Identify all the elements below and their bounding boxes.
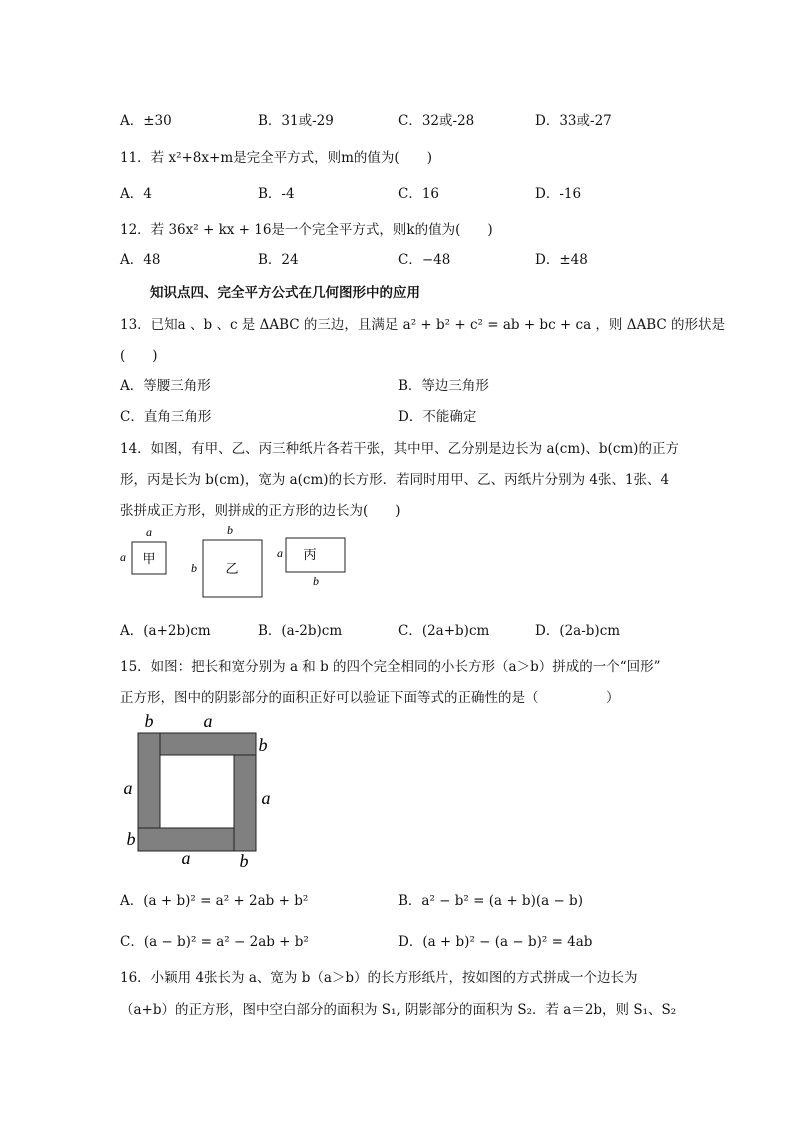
q14-option-a: A．(a+2b)cm	[120, 623, 211, 639]
label-b-bottom-right: b	[239, 851, 249, 871]
q14-option-b: B．(a-2b)cm	[258, 623, 343, 639]
q12-option-a: A．48	[120, 252, 161, 268]
jia-label: 甲	[142, 551, 156, 566]
q15-option-a: A．(a + b)² = a² + 2ab + b²	[120, 893, 309, 909]
q14-stem-line2: 形，丙是长为 b(cm)，宽为 a(cm)的长方形．若同时用甲、乙、丙纸片分别为 4张、1张、4	[120, 472, 670, 488]
q13-option-b: B．等边三角形	[398, 378, 489, 394]
label-a-left: a	[123, 778, 133, 798]
q11-option-a: A．4	[120, 186, 152, 202]
q13-option-a: A．等腰三角形	[120, 378, 211, 394]
q13-stem-continued: ( )	[120, 348, 158, 364]
q11-option-d: D．-16	[535, 186, 582, 202]
q15-stem-line1: 15．如图：把长和宽分别为 a 和 b 的四个完全相同的小长方形（a＞b）拼成的一个“回形”	[120, 659, 661, 675]
q12-stem: 12．若 36x² + kx + 16是一个完全平方式，则k的值为( )	[120, 222, 493, 238]
q14-stem-line3: 张拼成正方形，则拼成的正方形的边长为( )	[120, 503, 401, 519]
label-a-top: a	[203, 711, 213, 731]
q16-stem-line1: 16．小颖用 4张长为 a、宽为 b（a＞b）的长方形纸片，按如图的方式拼成一个边长为	[120, 970, 638, 986]
q15-option-c: C．(a − b)² = a² − 2ab + b²	[120, 934, 309, 950]
label-a-right: a	[261, 788, 271, 808]
q15-option-d: D．(a + b)² − (a − b)² = 4ab	[398, 934, 593, 950]
bing-label: 丙	[303, 547, 317, 562]
label-b-top-left: b	[144, 711, 154, 731]
top-rect	[160, 733, 256, 755]
q10-option-c: C．32或-28	[398, 113, 475, 129]
q14-option-d: D．(2a-b)cm	[535, 623, 621, 639]
left-rect	[138, 733, 160, 828]
label-a-bottom: a	[181, 848, 191, 868]
q14-stem-line1: 14．如图，有甲、乙、丙三种纸片各若干张，其中甲、乙分别是边长为 a(cm)、b(cm)的正方	[120, 441, 679, 457]
q11-stem: 11．若 x²+8x+m是完全平方式，则m的值为( )	[120, 150, 432, 166]
q13-option-c: C．直角三角形	[120, 409, 212, 425]
jia-left-label: a	[120, 550, 126, 564]
bing-left-label: a	[277, 546, 283, 560]
jia-top-label: a	[146, 525, 152, 539]
q14-figure	[110, 520, 370, 608]
yi-top-label: b	[227, 523, 233, 537]
label-b-left-bottom: b	[126, 829, 136, 849]
q16-stem-line2: （a+b）的正方形，图中空白部分的面积为 S₁, 阴影部分的面积为 S₂．若 a＝2b，则 S₁、S₂	[120, 1002, 677, 1018]
q12-option-b: B．24	[258, 252, 299, 268]
section-title: 知识点四、完全平方公式在几何图形中的应用	[150, 285, 420, 301]
q12-option-c: C．−48	[398, 252, 451, 268]
q10-option-a: A．±30	[120, 113, 172, 129]
label-b-right-top: b	[258, 735, 268, 755]
yi-label: 乙	[225, 561, 239, 576]
q11-option-b: B．-4	[258, 186, 295, 202]
yi-left-label: b	[191, 561, 197, 575]
q10-option-b: B．31或-29	[258, 113, 334, 129]
q13-option-d: D．不能确定	[398, 409, 477, 425]
q12-option-d: D．±48	[535, 252, 588, 268]
q15-figure	[115, 710, 285, 875]
q10-option-d: D．33或-27	[535, 113, 612, 129]
inner-square	[160, 755, 234, 828]
q15-stem-line2: 正方形，图中的阴影部分的面积正好可以验证下面等式的正确性的是（ ）	[120, 690, 620, 706]
right-rect	[234, 755, 256, 851]
q14-option-c: C．(2a+b)cm	[398, 623, 490, 639]
q11-option-c: C．16	[398, 186, 440, 202]
bing-bottom-label: b	[313, 574, 319, 588]
q15-option-b: B．a² − b² = (a + b)(a − b)	[398, 893, 583, 909]
q13-stem: 13．已知a 、b 、c 是 ΔABC 的三边，且满足 a² + b² + c² = ab + bc + ca ，则 ΔABC 的形状是	[120, 317, 726, 333]
